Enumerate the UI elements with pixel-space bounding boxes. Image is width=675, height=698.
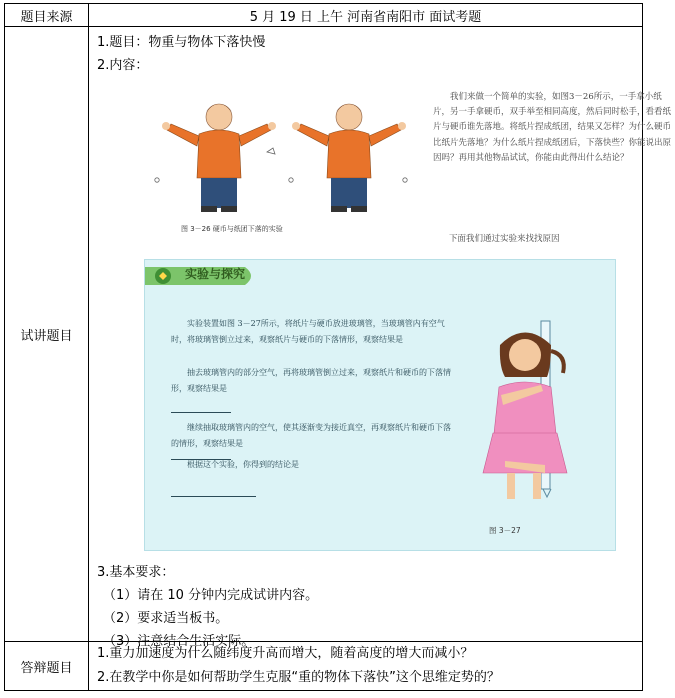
lecture-label: 试讲题目 [5, 27, 89, 642]
source-value: 5 月 19 日 上午 河南省南阳市 面试考题 [89, 4, 643, 27]
figure-3-26-caption: 图 3－26 硬币与纸团下落的实验 [181, 225, 283, 233]
defense-row [5, 642, 643, 691]
topic-line: 1.题目：物重与物体下落快慢 [97, 35, 266, 50]
lecture-content-cell [89, 27, 672, 649]
requirements-title: 3.基本要求： [97, 565, 175, 580]
defense-content-cell [89, 642, 643, 691]
requirement-item: （2）要求适当板书。 [103, 611, 229, 626]
answer-line-4 [171, 496, 256, 497]
experiment-paragraph-1: 实验装置如图 3－27所示，将纸片与硬币放进玻璃管，当玻璃管内有空气时，将玻璃管倒立过来，观察纸片与硬币的下落情形，观察结果是 [171, 319, 445, 344]
source-row [5, 4, 643, 27]
answer-line-2 [171, 412, 231, 413]
boy-figure-left [155, 104, 276, 212]
figure-3-26 [149, 82, 672, 244]
figure-3-27-illustration [455, 315, 605, 525]
defense-label: 答辩题目 [5, 642, 89, 691]
experiment-paragraph-4: 根据这个实验，你得到的结论是 [187, 460, 299, 469]
source-label: 题目来源 [5, 4, 89, 27]
textbook-intro-text-2: 下面我们通过实验来找找原因 [449, 234, 560, 244]
experiment-paragraph-2: 抽去玻璃管内的部分空气，再将玻璃管倒立过来，观察纸片和硬币的下落情形，观察结果是 [171, 368, 451, 393]
exam-table [4, 3, 672, 691]
requirement-item: （3）注意结合生活实际。 [103, 634, 255, 649]
content-line: 2.内容： [97, 58, 149, 73]
figure-3-26-illustration [149, 82, 429, 222]
girl-figure [483, 333, 567, 500]
lecture-content [89, 27, 672, 649]
defense-question: 2.在教学中你是如何帮助学生克服“重的物体下落快”这个思维定势的？ [97, 670, 500, 685]
defense-question: 1.重力加速度为什么随纬度升高而增大，随着高度的增大而减小？ [97, 646, 474, 661]
lecture-row [5, 27, 643, 642]
boy-figure-right [289, 104, 407, 212]
experiment-box [144, 259, 616, 551]
textbook-intro-text: 我们来做一个简单的实验，如图3－26所示，一手拿小纸片，另一手拿硬币，双手举至相同高度，然后同时松手，看看纸片与硬币谁先落地。将纸片捏成纸团，结果又怎样？为什么硬币比纸片先落地？为什么纸片捏成纸团后，下落快些？你能说出原因吗？再用其他物品试试，你能由此得出什么结论？ [433, 92, 672, 163]
experiment-title: 实验与探究 [185, 267, 246, 281]
experiment-paragraph-3: 继续抽取玻璃管内的空气，使其逐渐变为接近真空，再观察纸片和硬币下落的情形，观察结果是 [171, 423, 451, 448]
requirement-item: （1）请在 10 分钟内完成试讲内容。 [103, 588, 319, 603]
figure-3-27-caption: 图 3－27 [489, 526, 521, 535]
